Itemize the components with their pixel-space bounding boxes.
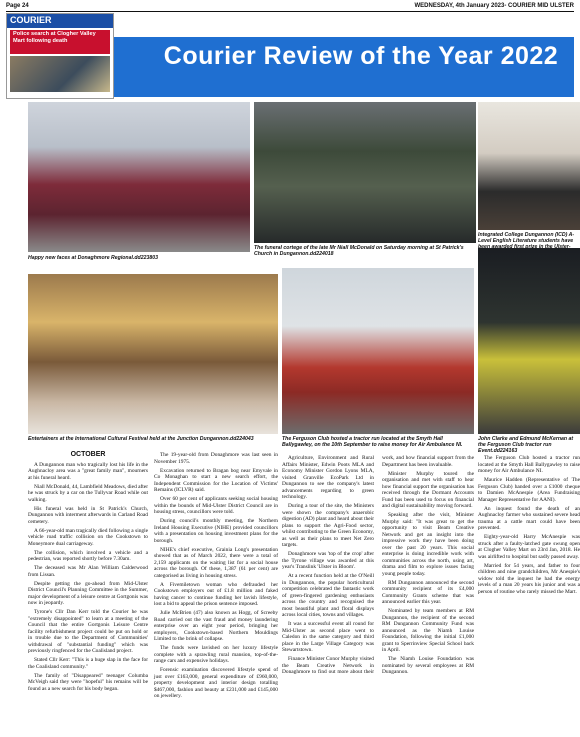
article-paragraph: His funeral was held in St Patrick's Church, Dungannon with interment afterwards in Carland Road cemetery. xyxy=(28,505,148,525)
article-column-3 xyxy=(282,455,474,735)
article-paragraph: Forensic examination discovered lifestyle spend of just over £163,000, general expenditure of £960,000, property development and interior design totalling $467,000, fashion and beauty at £231,000 and £145,000 on jewellery. xyxy=(154,667,278,699)
article-paragraph: It was a successful event all round for Mid-Ulster as second place went to Caledon in the same category and third place in the Large Village Category was Stewartstown. xyxy=(282,621,374,653)
article-paragraph: A Fivemiletown woman who defrauded her Cookstown employers out of £1.8 million and faked having cancer to continue funding her lavish lifestyle, lost a bid to appeal the prison sentence imposed. xyxy=(154,581,278,607)
article-paragraph: Maurice Hadden (Representative of The Ferguson Club) handed over a £1000 cheque to Damien McAnespie (Area Fundraising Manager Representative for AANI). xyxy=(478,477,580,503)
article-paragraph: A 66-year-old man tragically died following a single vehicle road traffic collision on the Cookstown to Moneymore dual carriageway. xyxy=(28,527,148,547)
photo-ferguson-tractor xyxy=(282,268,474,434)
article-paragraph: During council's monthly meeting, the Northern Ireland Housing Executive (NIHE) provided councillors with a presentation on housing investment plans for the borough. xyxy=(154,518,278,544)
front-page-thumbnail xyxy=(6,13,114,99)
article-paragraph: Over 60 per cent of applicants seeking social housing within the bounds of Mid-Ulster District Council are in housing stress, councillors were told. xyxy=(154,496,278,515)
article-paragraph: Agriculture, Environment and Rural Affairs Minister, Edwin Poots MLA and Economy Minister Gordon Lyons MLA, visited Granville EcoPark Ltd in Dungannon to see the company's latest advancements regarding to green technology. xyxy=(282,455,374,500)
article-paragraph: At a recent function held at the O'Neill in Dungannon, the popular horticultural competition celebrated the fantastic work of green-fingered gardening enthusiasts across the country and recognised the most beautiful plant and floral displays across local cities, towns and villages. xyxy=(282,573,374,618)
article-paragraph: Speaking after the visit, Minister Murphy said: "It was great to get the opportunity to visit Beam Creative Network and get an insight into the impressive work they have been doing over the past 20 years. This social enterprise is doing incredible work with communities across the north, using art, drama and film to explore issues facing young people today. xyxy=(382,512,474,577)
article-paragraph: A Dungannon man who tragically lost his life in the Aughnacloy area was a "great family man", mourners at his funeral heard. xyxy=(28,461,148,481)
photo-festival-entertainers xyxy=(28,274,278,434)
article-paragraph: The collision, which involved a vehicle and a pedestrian, was reported shortly before 7.30am. xyxy=(28,549,148,562)
article-paragraph: Eighty-year-old Harry McAnespie was struck after a faulty-latched gate swung open at Clogher Valley Mart on 23rd Jan, 2018. He was airlifted to hospital but sadly passed away. xyxy=(478,534,580,560)
article-paragraph: NIHE's chief executive, Grainia Long's presentation showed that as of March 2022, there were a total of 2,159 applicants on the waiting list for a social house across the borough. Of these, 1,387 (61 per cent) are categorised as living in housing stress. xyxy=(154,546,278,579)
article-paragraph: The 19-year-old from Donaghmore was last seen in November 1975. xyxy=(154,452,278,465)
caption-ferguson-tractor: The Ferguson Club hosted a tractor run located at the Smyth Hall Ballygawley, on the 10th September to raise money for Air Ambulance NI. xyxy=(282,436,463,449)
page-topline xyxy=(6,1,574,10)
article-paragraph: Excavation returned to Bragan bog near Emyvale in Co Monaghan to start a new search effort, the Independent Commission for the Location of Victims' Remains (ICLVR) said. xyxy=(154,467,278,493)
thumbnail-masthead: COURIER xyxy=(7,14,113,28)
article-column-4 xyxy=(478,455,580,735)
caption-funeral-cortege: The funeral cortege of the late Mr Niall McDonald on Saturday morning at St Patrick's Church in Dungannon.dd224018 xyxy=(254,245,464,258)
article-paragraph: Despite getting the go-ahead from Mid-Ulster District Council's Planning Committee in the Summer, major development of a leisure centre at Gortgonis was now in jeopardy. xyxy=(28,580,148,606)
article-paragraph: RM Dungannon announced the second community recipient of its £4,000 Community Grants scheme that was announced earlier this year. xyxy=(382,579,474,605)
thumbnail-headline: Police search at Clogher Valley Mart following death xyxy=(10,30,110,54)
photo-primary-pupils xyxy=(28,102,250,252)
article-paragraph: The family of "Disappeared" teenager Columba McVeigh said they were "hopeful" his remains will be found as a new search for his body began. xyxy=(28,672,148,692)
article-column-1 xyxy=(28,452,148,735)
caption-tractor-run: John Clarke and Edmund McKernan at the Ferguson Club tractor run Event.dd224163 xyxy=(478,436,574,455)
caption-creative-writing: Integrated College Dungannon (ICD) A-Level English Literature students have xyxy=(478,232,575,245)
photo-creative-writing xyxy=(478,102,580,230)
article-paragraph: Finance Minister Conor Murphy visited the Beam Creative Network in Donaghmore to find out more about their work, and how financial support from the Department has been invaluable. xyxy=(282,455,474,675)
thumbnail-photo xyxy=(10,56,110,92)
article-paragraph: Julie McBrien (47) also known as Hogg, of Screeby Road carried out the vast fraud and money laundering enterprise over an eight year period, bringing her employers, Cookstown-based Northern Mouldings Limited to the brink of collapse. xyxy=(154,610,278,642)
article-paragraph: Tyrone's Cllr Dan Kerr told the Courier he was "extremely disappointed" to learn at a meeting of the Council that the entire Gortgonis Leisure Centre facility refurbishment project could be put on hold or in trouble due to the Department of Communities' withdrawal of "substantial funding" which was previously ringfenced for the Coalisland project. xyxy=(28,609,148,654)
article-paragraph: The funds were lavished on her luxury lifestyle complete with a sprawling rural mansion, top-of-the-range cars and expensive holidays. xyxy=(154,645,278,664)
caption-festival-entertainers: Entertainers at the International Cultural Festival held at the Junction Dungannon.dd224043 xyxy=(28,436,254,442)
article-paragraph: The Ferguson Club hosted a tractor run located at the Smyth Hall Ballygawley to raise money for Air Ambulance NI. xyxy=(478,455,580,474)
article-paragraph: The deceased was Mr Alan William Calderwood from Lissan. xyxy=(28,565,148,578)
photo-tractor-run xyxy=(478,248,580,434)
article-paragraph: Niall McDonald, 44, Lambfield Meadows, died after he was struck by a car on the Tullyvar Road while out walking. xyxy=(28,483,148,503)
article-paragraph: Minister Murphy toured the organisation and met with staff to hear how financial support the organisation has received through the Dormant Accounts Fund has been used to focus on financial and digital sustainability moving forward. xyxy=(382,470,474,509)
article-paragraph: Nominated by team members at RM Dungannon, the recipient of the second RM Dungannon Community Fund was announced as the Niamh Louise Foundation, following the initial £1,000 grant to Sperrinview Special School back in April. xyxy=(382,608,474,653)
header-rule xyxy=(6,11,574,12)
article-paragraph: The Niamh Louise Foundation was nominated by several employees at RM Dungannon. xyxy=(382,656,474,675)
article-paragraph: Stated Cllr Kerr: "This is a huge slap in the face for the Coalisland community." xyxy=(28,657,148,670)
article-paragraph: Donaghmore was 'top of the crop' after the Tyrone village was awarded at this year's Translink 'Ulster in Bloom'. xyxy=(282,551,374,570)
page-title: Courier Review of the Year 2022 xyxy=(163,42,559,70)
page-number: Page 24 xyxy=(6,2,29,9)
caption-primary-pupils: Happy new faces at Donaghmore Regional.dd223803 xyxy=(28,255,159,261)
photo-funeral-cortege xyxy=(254,102,476,243)
section-heading: OCTOBER xyxy=(70,451,106,458)
article-paragraph: During a tour of the site, the Ministers were shown the company's anaerobic digestion (AD) plant and heard about their plans to support the Agri-Food sector, whilst contributing to the Green Economy, as well as their plans to meet Net Zero targets. xyxy=(282,503,374,548)
dateline: WEDNESDAY, 4th January 2023- COURIER MID ULSTER xyxy=(414,2,574,9)
article-paragraph: An inquest found the death of an Aughnacloy farmer who sustained severe head trauma at a cattle mart could have been prevented. xyxy=(478,505,580,531)
article-column-2 xyxy=(154,452,278,735)
article-paragraph: Married for 54 years, and father to four children and nine grandchildren, Mr Anespie's widow told the inquest he had the energy levels of a man 20 years his junior and was a person of routine who rarely missed the Mart. xyxy=(478,562,580,595)
